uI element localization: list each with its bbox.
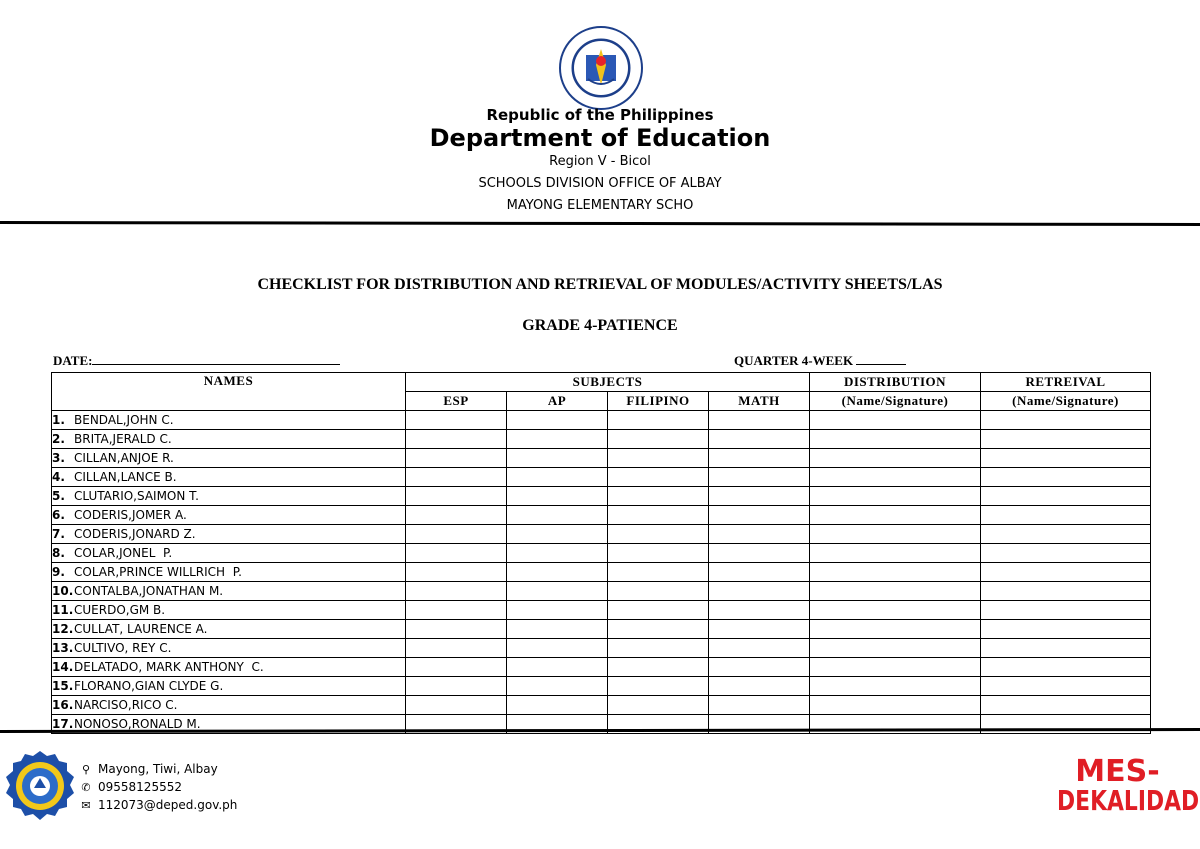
esp-cell[interactable] — [406, 468, 507, 487]
student-name: CULTIVO, REY C. — [74, 641, 172, 655]
distribution-signature-cell[interactable] — [810, 582, 981, 601]
distribution-signature-cell[interactable] — [810, 658, 981, 677]
ap-cell[interactable] — [507, 639, 608, 658]
subject-ap-header: AP — [507, 392, 608, 411]
filipino-cell[interactable] — [608, 449, 709, 468]
ap-cell[interactable] — [507, 506, 608, 525]
filipino-cell[interactable] — [608, 696, 709, 715]
date-label: DATE: — [53, 353, 93, 368]
retrieval-signature-cell[interactable] — [981, 487, 1151, 506]
esp-cell[interactable] — [406, 677, 507, 696]
table-row — [52, 506, 1151, 525]
filipino-cell[interactable] — [608, 639, 709, 658]
retrieval-signature-cell[interactable] — [981, 582, 1151, 601]
distribution-signature-cell[interactable] — [810, 506, 981, 525]
week-blank — [856, 353, 906, 365]
distribution-signature-cell[interactable] — [810, 601, 981, 620]
math-cell[interactable] — [709, 563, 810, 582]
table-row — [52, 449, 1151, 468]
student-name: CILLAN,ANJOE R. — [74, 451, 174, 465]
row-number: 4. — [52, 470, 65, 484]
student-name-cell — [52, 620, 406, 639]
student-name: BRITA,JERALD C. — [74, 432, 172, 446]
student-name-cell — [52, 582, 406, 601]
row-number: 8. — [52, 546, 65, 560]
distribution-signature-cell[interactable] — [810, 430, 981, 449]
row-number: 12. — [52, 622, 74, 636]
table-row — [52, 411, 1151, 430]
student-name-cell — [52, 525, 406, 544]
deped-seal — [558, 25, 644, 111]
ap-cell[interactable] — [507, 582, 608, 601]
names-header: NAMES — [52, 373, 406, 411]
row-number: 6. — [52, 508, 65, 522]
subjects-header: SUBJECTS — [406, 373, 810, 392]
subject-math-header: MATH — [709, 392, 810, 411]
math-cell[interactable] — [709, 525, 810, 544]
table-row — [52, 430, 1151, 449]
table-row — [52, 601, 1151, 620]
row-number: 17. — [52, 717, 74, 731]
filipino-cell[interactable] — [608, 506, 709, 525]
subject-filipino-header: FILIPINO — [608, 392, 709, 411]
quarter-field — [734, 353, 906, 369]
ap-cell[interactable] — [507, 449, 608, 468]
brand-line-2: DEKALIDAD — [1057, 784, 1200, 817]
math-cell[interactable] — [709, 430, 810, 449]
email-line — [78, 798, 237, 812]
ap-cell[interactable] — [507, 411, 608, 430]
table-row — [52, 658, 1151, 677]
grade-section: GRADE 4-PATIENCE — [522, 317, 678, 334]
distribution-signature-cell[interactable] — [810, 696, 981, 715]
esp-cell[interactable] — [406, 696, 507, 715]
checklist-table — [51, 372, 1151, 734]
student-name-cell — [52, 430, 406, 449]
row-number: 14. — [52, 660, 74, 674]
math-cell[interactable] — [709, 620, 810, 639]
student-name: CILLAN,LANCE B. — [74, 470, 177, 484]
distribution-signature-cell[interactable] — [810, 639, 981, 658]
student-name-cell — [52, 601, 406, 620]
republic-heading: Republic of the Philippines — [486, 106, 714, 124]
quarter-label: QUARTER 4-WEEK — [734, 353, 854, 368]
phone-icon: ✆ — [81, 780, 91, 794]
phone-text: 09558125552 — [98, 780, 182, 794]
esp-cell[interactable] — [406, 506, 507, 525]
esp-cell[interactable] — [406, 544, 507, 563]
esp-cell[interactable] — [406, 563, 507, 582]
student-name-cell — [52, 487, 406, 506]
table-row — [52, 544, 1151, 563]
distribution-signature-cell[interactable] — [810, 468, 981, 487]
row-number: 7. — [52, 527, 65, 541]
esp-cell[interactable] — [406, 601, 507, 620]
school-logo — [4, 750, 76, 822]
ap-cell[interactable] — [507, 658, 608, 677]
math-cell[interactable] — [709, 506, 810, 525]
retrieval-signature-cell[interactable] — [981, 563, 1151, 582]
address-line — [78, 762, 218, 776]
retrieval-signature-cell[interactable] — [981, 506, 1151, 525]
student-name-cell — [52, 639, 406, 658]
math-cell[interactable] — [709, 487, 810, 506]
student-name: COLAR,JONEL P. — [74, 546, 173, 560]
footer-divider — [0, 727, 1200, 735]
filipino-cell[interactable] — [608, 544, 709, 563]
row-number: 11. — [52, 603, 74, 617]
email-text: 112073@deped.gov.ph — [98, 798, 238, 812]
filipino-cell[interactable] — [608, 658, 709, 677]
table-row — [52, 525, 1151, 544]
esp-cell[interactable] — [406, 658, 507, 677]
student-name: NONOSO,RONALD M. — [74, 717, 201, 731]
math-cell[interactable] — [709, 601, 810, 620]
distribution-signature-cell[interactable] — [810, 544, 981, 563]
ap-cell[interactable] — [507, 677, 608, 696]
table-row — [52, 677, 1151, 696]
date-blank — [92, 353, 340, 365]
filipino-cell[interactable] — [608, 411, 709, 430]
retrieval-signature-cell[interactable] — [981, 658, 1151, 677]
math-cell[interactable] — [709, 658, 810, 677]
student-name-cell — [52, 506, 406, 525]
row-number: 3. — [52, 451, 65, 465]
mes-dekalidad-brand — [1040, 754, 1200, 817]
filipino-cell[interactable] — [608, 468, 709, 487]
math-cell[interactable] — [709, 449, 810, 468]
row-number: 5. — [52, 489, 65, 503]
retrieval-signature-cell[interactable] — [981, 677, 1151, 696]
filipino-cell[interactable] — [608, 601, 709, 620]
phone-line — [78, 780, 182, 794]
esp-cell[interactable] — [406, 582, 507, 601]
esp-cell[interactable] — [406, 411, 507, 430]
ap-cell[interactable] — [507, 601, 608, 620]
math-cell[interactable] — [709, 544, 810, 563]
student-name-cell — [52, 449, 406, 468]
email-icon: ✉ — [81, 798, 91, 812]
retrieval-signature-header: (Name/Signature) — [981, 392, 1151, 411]
retrieval-signature-cell[interactable] — [981, 430, 1151, 449]
student-name-cell — [52, 411, 406, 430]
retrieval-signature-cell[interactable] — [981, 468, 1151, 487]
math-cell[interactable] — [709, 468, 810, 487]
student-name: CLUTARIO,SAIMON T. — [74, 489, 199, 503]
student-name: CUERDO,GM B. — [74, 603, 166, 617]
ap-cell[interactable] — [507, 468, 608, 487]
row-number: 10. — [52, 584, 74, 598]
student-name: CONTALBA,JONATHAN M. — [74, 584, 224, 598]
distribution-signature-header: (Name/Signature) — [810, 392, 981, 411]
student-name: CODERIS,JOMER A. — [74, 508, 187, 522]
row-number: 2. — [52, 432, 65, 446]
student-name: DELATADO, MARK ANTHONY C. — [74, 660, 264, 674]
filipino-cell[interactable] — [608, 525, 709, 544]
math-cell[interactable] — [709, 696, 810, 715]
row-number: 9. — [52, 565, 65, 579]
distribution-signature-cell[interactable] — [810, 487, 981, 506]
row-number: 16. — [52, 698, 74, 712]
date-field — [53, 353, 340, 369]
student-name-cell — [52, 563, 406, 582]
esp-cell[interactable] — [406, 639, 507, 658]
ap-cell[interactable] — [507, 525, 608, 544]
math-cell[interactable] — [709, 639, 810, 658]
table-row — [52, 468, 1151, 487]
filipino-cell[interactable] — [608, 620, 709, 639]
retrieval-signature-cell[interactable] — [981, 601, 1151, 620]
math-cell[interactable] — [709, 411, 810, 430]
math-cell[interactable] — [709, 582, 810, 601]
filipino-cell[interactable] — [608, 430, 709, 449]
school-name: MAYONG ELEMENTARY SCHO — [506, 198, 694, 213]
brand-line-1: MES- — [1075, 754, 1160, 789]
ap-cell[interactable] — [507, 620, 608, 639]
student-name: CODERIS,JONARD Z. — [74, 527, 196, 541]
student-name-cell — [52, 544, 406, 563]
ap-cell[interactable] — [507, 563, 608, 582]
student-name: FLORANO,GIAN CLYDE G. — [74, 679, 224, 693]
retrieval-signature-cell[interactable] — [981, 411, 1151, 430]
filipino-cell[interactable] — [608, 487, 709, 506]
ap-cell[interactable] — [507, 544, 608, 563]
ap-cell[interactable] — [507, 487, 608, 506]
table-row — [52, 582, 1151, 601]
table-row — [52, 639, 1151, 658]
row-number: 1. — [52, 413, 65, 427]
retrieval-signature-cell[interactable] — [981, 544, 1151, 563]
distribution-signature-cell[interactable] — [810, 449, 981, 468]
filipino-cell[interactable] — [608, 563, 709, 582]
table-row — [52, 487, 1151, 506]
student-name: COLAR,PRINCE WILLRICH P. — [74, 565, 242, 579]
esp-cell[interactable] — [406, 430, 507, 449]
checklist-title: CHECKLIST FOR DISTRIBUTION AND RETRIEVAL OF MODULES/ACTIVITY SHEETS/LAS — [257, 276, 943, 293]
distribution-header: DISTRIBUTION — [810, 373, 981, 392]
retrieval-signature-cell[interactable] — [981, 449, 1151, 468]
retrieval-signature-cell[interactable] — [981, 696, 1151, 715]
ap-cell[interactable] — [507, 696, 608, 715]
student-name: CULLAT, LAURENCE A. — [74, 622, 208, 636]
esp-cell[interactable] — [406, 449, 507, 468]
retrieval-signature-cell[interactable] — [981, 525, 1151, 544]
ap-cell[interactable] — [507, 430, 608, 449]
student-name-cell — [52, 658, 406, 677]
filipino-cell[interactable] — [608, 582, 709, 601]
row-number: 15. — [52, 679, 74, 693]
student-name: BENDAL,JOHN C. — [74, 413, 174, 427]
distribution-signature-cell[interactable] — [810, 525, 981, 544]
address-text: Mayong, Tiwi, Albay — [98, 762, 218, 776]
division-text: SCHOOLS DIVISION OFFICE OF ALBAY — [478, 176, 722, 191]
retrieval-signature-cell[interactable] — [981, 639, 1151, 658]
table-row — [52, 696, 1151, 715]
region-text: Region V - Bicol — [549, 154, 651, 169]
esp-cell[interactable] — [406, 620, 507, 639]
student-name: NARCISO,RICO C. — [74, 698, 178, 712]
student-name-cell — [52, 677, 406, 696]
filipino-cell[interactable] — [608, 677, 709, 696]
student-name-cell — [52, 696, 406, 715]
distribution-signature-cell[interactable] — [810, 620, 981, 639]
table-row — [52, 620, 1151, 639]
distribution-signature-cell[interactable] — [810, 411, 981, 430]
table-row — [52, 563, 1151, 582]
distribution-signature-cell[interactable] — [810, 677, 981, 696]
department-heading: Department of Education — [429, 124, 771, 152]
subject-esp-header: ESP — [406, 392, 507, 411]
retrieval-signature-cell[interactable] — [981, 620, 1151, 639]
student-name-cell — [52, 468, 406, 487]
distribution-signature-cell[interactable] — [810, 563, 981, 582]
retrieval-header: RETREIVAL — [981, 373, 1151, 392]
location-pin-icon: ⚲ — [81, 762, 91, 776]
math-cell[interactable] — [709, 677, 810, 696]
esp-cell[interactable] — [406, 487, 507, 506]
header-divider — [0, 219, 1200, 227]
row-number: 13. — [52, 641, 74, 655]
esp-cell[interactable] — [406, 525, 507, 544]
